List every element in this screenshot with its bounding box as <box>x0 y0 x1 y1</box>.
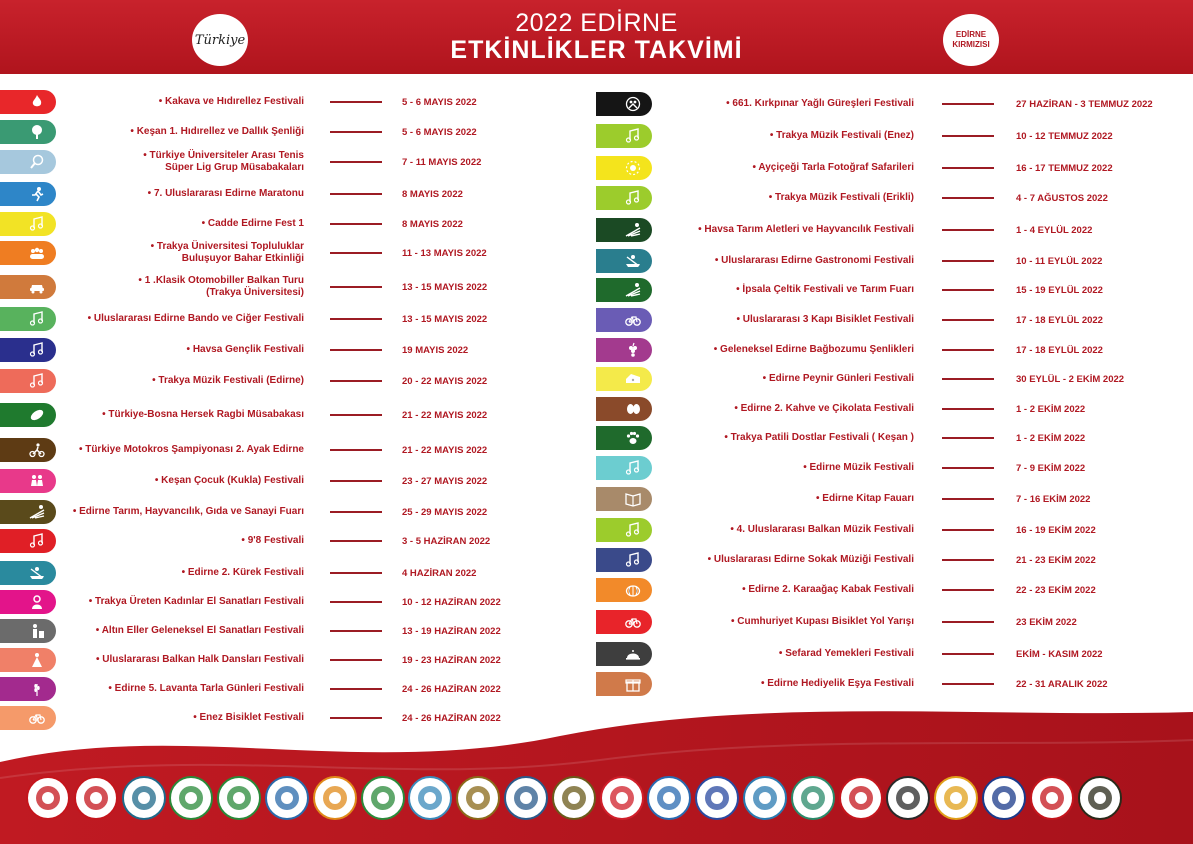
event-date: 5 - 6 MAYIS 2022 <box>402 96 477 108</box>
event-date: 1 - 4 EYLÜL 2022 <box>1016 224 1093 236</box>
sponsor-logo-7 <box>313 776 357 820</box>
event-date: 15 - 19 EYLÜL 2022 <box>1016 284 1103 296</box>
sponsor-logo-17 <box>791 776 835 820</box>
edirne-logo-text: EDİRNE KIRMIZISI <box>952 30 990 49</box>
event-name: • Ayçiçeği Tarla Fotoğraf Safarileri <box>752 162 914 173</box>
right-event-row <box>0 92 1193 116</box>
event-name: • 1 .Klasik Otomobiller Balkan Turu (Trakya Üniversitesi) <box>138 275 304 298</box>
event-name: • Edirne Müzik Festivali <box>803 462 914 473</box>
connector-line <box>942 529 994 531</box>
event-name: • Kakava ve Hıdırellez Festivali <box>158 96 304 107</box>
right-event-row <box>0 518 1193 542</box>
event-date: 11 - 13 MAYIS 2022 <box>402 247 487 259</box>
event-name: • 7. Uluslararası Edirne Maratonu <box>147 188 304 199</box>
connector-line <box>942 197 994 199</box>
connector-line <box>942 289 994 291</box>
event-date: 1 - 2 EKİM 2022 <box>1016 403 1086 415</box>
event-name: • Uluslararası Edirne Sokak Müziği Festivali <box>707 554 914 565</box>
connector-line <box>942 229 994 231</box>
event-name: • Cumhuriyet Kupası Bisiklet Yol Yarışı <box>730 616 914 627</box>
event-date: 4 HAZİRAN 2022 <box>402 567 477 579</box>
sponsor-logo-23 <box>1078 776 1122 820</box>
event-date: 22 - 23 EKİM 2022 <box>1016 584 1096 596</box>
connector-line <box>942 589 994 591</box>
event-name: • Altın Eller Geleneksel El Sanatları Festivali <box>95 625 304 636</box>
event-name: • Uluslararası Balkan Halk Dansları Festivali <box>95 654 304 665</box>
sponsor-logo-21 <box>982 776 1026 820</box>
event-date: 19 - 23 HAZİRAN 2022 <box>402 654 501 666</box>
sponsor-logo-3 <box>122 776 166 820</box>
event-date: 20 - 22 MAYIS 2022 <box>402 375 488 387</box>
event-name: • Trakya Patili Dostlar Festivali ( Keşan ) <box>724 432 914 443</box>
event-name: • Havsa Gençlik Festivali <box>186 344 304 355</box>
bicycle-icon <box>596 308 652 332</box>
event-date: 13 - 19 HAZİRAN 2022 <box>402 625 501 637</box>
sponsor-logo-10 <box>456 776 500 820</box>
connector-line <box>942 349 994 351</box>
event-date: 23 EKİM 2022 <box>1016 616 1077 628</box>
sponsor-logo-1 <box>26 776 70 820</box>
right-event-row <box>0 548 1193 572</box>
event-date: 17 - 18 EYLÜL 2022 <box>1016 314 1103 326</box>
event-date: 16 - 19 EKİM 2022 <box>1016 524 1096 536</box>
event-name: • 4. Uluslararası Balkan Müzik Festivali <box>730 524 914 535</box>
event-name: • Enez Bisiklet Festivali <box>193 712 304 723</box>
connector-line <box>330 572 382 574</box>
event-name: • Geleneksel Edirne Bağbozumu Şenlikleri <box>713 344 914 355</box>
right-event-row <box>0 672 1193 696</box>
event-name: • Edirne 2. Kürek Festivali <box>181 567 304 578</box>
paw-icon <box>596 426 652 450</box>
event-date: 7 - 16 EKİM 2022 <box>1016 493 1091 505</box>
gift-icon <box>596 672 652 696</box>
right-event-row <box>0 642 1193 666</box>
right-event-row <box>0 124 1193 148</box>
sponsor-logo-19 <box>886 776 930 820</box>
sponsor-logos <box>26 776 1176 828</box>
right-event-row <box>0 456 1193 480</box>
field-icon <box>596 218 652 242</box>
sponsor-logo-11 <box>504 776 548 820</box>
title-year: 2022 EDİRNE <box>515 9 678 37</box>
event-name: • Trakya Müzik Festivali (Edirne) <box>152 375 304 386</box>
connector-line <box>942 498 994 500</box>
event-date: 10 - 11 EYLÜL 2022 <box>1016 255 1103 267</box>
event-name: • Uluslararası Edirne Gastronomi Festivali <box>714 255 914 266</box>
sponsor-logo-20 <box>934 776 978 820</box>
sponsor-logo-18 <box>839 776 883 820</box>
connector-line <box>942 378 994 380</box>
event-date: 19 MAYIS 2022 <box>402 344 469 356</box>
right-event-row <box>0 487 1193 511</box>
sponsor-logo-16 <box>743 776 787 820</box>
header-banner <box>0 0 1193 74</box>
sponsor-logo-15 <box>695 776 739 820</box>
event-name: • Edirne Hediyelik Eşya Festivali <box>760 678 914 689</box>
connector-line <box>942 621 994 623</box>
event-date: 17 - 18 EYLÜL 2022 <box>1016 344 1103 356</box>
sponsor-logo-5 <box>217 776 261 820</box>
rowing-icon <box>596 249 652 273</box>
event-date: 3 - 5 HAZİRAN 2022 <box>402 535 491 547</box>
connector-line <box>942 260 994 262</box>
sponsor-logo-9 <box>408 776 452 820</box>
grapes-icon <box>596 338 652 362</box>
event-name: • Edirne 5. Lavanta Tarla Günleri Festivali <box>108 683 304 694</box>
connector-line <box>942 135 994 137</box>
connector-line <box>942 653 994 655</box>
event-date: 1 - 2 EKİM 2022 <box>1016 432 1086 444</box>
sponsor-logo-6 <box>265 776 309 820</box>
field-icon <box>596 278 652 302</box>
event-date: 13 - 15 MAYIS 2022 <box>402 281 488 293</box>
event-name: • Edirne Tarım, Hayvancılık, Gıda ve Sanayi Fuarı <box>72 506 304 517</box>
sponsor-logo-4 <box>169 776 213 820</box>
event-date: 4 - 7 AĞUSTOS 2022 <box>1016 192 1108 204</box>
event-name: • Keşan 1. Hıdırellez ve Dallık Şenliği <box>130 126 304 137</box>
right-event-row <box>0 186 1193 210</box>
right-event-row <box>0 156 1193 180</box>
event-date: 10 - 12 HAZİRAN 2022 <box>402 596 501 608</box>
right-event-row <box>0 218 1193 242</box>
event-date: 25 - 29 MAYIS 2022 <box>402 506 488 518</box>
event-name: • Trakya Üniversitesi Topluluklar Buluşuyor Bahar Etkinliği <box>150 241 304 264</box>
event-name: • Trakya Müzik Festivali (Enez) <box>769 130 914 141</box>
cheese-icon <box>596 367 652 391</box>
right-event-row <box>0 278 1193 302</box>
event-name: • İpsala Çeltik Festivali ve Tarım Fuarı <box>736 284 914 295</box>
wrestling-icon <box>596 92 652 116</box>
event-date: 16 - 17 TEMMUZ 2022 <box>1016 162 1113 174</box>
event-name: • Uluslararası Edirne Bando ve Ciğer Festivali <box>87 313 304 324</box>
event-date: 21 - 22 MAYIS 2022 <box>402 409 488 421</box>
event-name: • Trakya Müzik Festivali (Erikli) <box>768 192 914 203</box>
event-date: 24 - 26 HAZİRAN 2022 <box>402 683 501 695</box>
right-event-row <box>0 426 1193 450</box>
right-event-row <box>0 338 1193 362</box>
event-date: 21 - 23 EKİM 2022 <box>1016 554 1096 566</box>
sponsor-logo-8 <box>361 776 405 820</box>
sponsor-logo-13 <box>600 776 644 820</box>
right-event-row <box>0 367 1193 391</box>
connector-line <box>942 167 994 169</box>
sunflower-icon <box>596 156 652 180</box>
sponsor-logo-12 <box>552 776 596 820</box>
event-date: 7 - 9 EKİM 2022 <box>1016 462 1086 474</box>
connector-line <box>942 683 994 685</box>
right-event-row <box>0 610 1193 634</box>
connector-line <box>330 511 382 513</box>
event-date: 21 - 22 MAYIS 2022 <box>402 444 488 456</box>
sponsor-logo-14 <box>647 776 691 820</box>
connector-line <box>330 480 382 482</box>
event-name: • Türkiye Üniversiteler Arası Tenis Süper Lig Grup Müsabakaları <box>143 150 304 173</box>
bicycle-icon <box>596 610 652 634</box>
connector-line <box>942 467 994 469</box>
music-icon <box>596 456 652 480</box>
turkiye-logo <box>192 14 248 66</box>
edirne-kirmizisi-logo <box>943 14 999 66</box>
event-date: 10 - 12 TEMMUZ 2022 <box>1016 130 1113 142</box>
event-date: 23 - 27 MAYIS 2022 <box>402 475 488 487</box>
event-name: • Edirne 2. Karaağaç Kabak Festivali <box>742 584 914 595</box>
title-main: ETKİNLİKLER TAKVİMİ <box>450 36 743 64</box>
music-icon <box>596 548 652 572</box>
event-name: • Trakya Üreten Kadınlar El Sanatları Festivali <box>88 596 304 607</box>
event-name: • Türkiye Motokros Şampiyonası 2. Ayak Edirne <box>78 444 304 455</box>
event-date: 7 - 11 MAYIS 2022 <box>402 156 482 168</box>
dish-icon <box>596 642 652 666</box>
coffee-icon <box>596 397 652 421</box>
event-date: EKİM - KASIM 2022 <box>1016 648 1103 660</box>
music-icon <box>596 518 652 542</box>
connector-line <box>942 559 994 561</box>
sponsor-logo-22 <box>1030 776 1074 820</box>
connector-line <box>942 437 994 439</box>
event-name: • Edirne Kitap Fauarı <box>816 493 914 504</box>
event-name: • 9'8 Festivali <box>241 535 304 546</box>
right-event-row <box>0 249 1193 273</box>
event-name: • Keşan Çocuk (Kukla) Festivali <box>154 475 304 486</box>
connector-line <box>942 319 994 321</box>
music-icon <box>596 124 652 148</box>
music-icon <box>596 186 652 210</box>
event-date: 13 - 15 MAYIS 2022 <box>402 313 488 325</box>
connector-line <box>942 408 994 410</box>
event-date: 5 - 6 MAYIS 2022 <box>402 126 477 138</box>
event-name: • Havsa Tarım Aletleri ve Hayvancılık Festivali <box>698 224 914 235</box>
connector-line <box>942 103 994 105</box>
event-date: 27 HAZİRAN - 3 TEMMUZ 2022 <box>1016 98 1153 110</box>
pumpkin-icon <box>596 578 652 602</box>
event-date: 24 - 26 HAZİRAN 2022 <box>402 712 501 724</box>
event-name: • Edirne 2. Kahve ve Çikolata Festivali <box>734 403 914 414</box>
right-event-row <box>0 578 1193 602</box>
event-name: • Sefarad Yemekleri Festivali <box>778 648 914 659</box>
sponsor-logo-2 <box>74 776 118 820</box>
right-event-row <box>0 308 1193 332</box>
event-date: 8 MAYIS 2022 <box>402 218 463 230</box>
book-icon <box>596 487 652 511</box>
event-date: 8 MAYIS 2022 <box>402 188 463 200</box>
turkiye-logo-text: Türkiye <box>194 32 246 48</box>
event-name: • 661. Kırkpınar Yağlı Güreşleri Festivali <box>726 98 914 109</box>
right-event-row <box>0 397 1193 421</box>
event-name: • Cadde Edirne Fest 1 <box>201 218 304 229</box>
event-name: • Türkiye-Bosna Hersek Ragbi Müsabakası <box>102 409 304 420</box>
event-date: 22 - 31 ARALIK 2022 <box>1016 678 1108 690</box>
event-name: • Edirne Peynir Günleri Festivali <box>762 373 914 384</box>
event-name: • Uluslararası 3 Kapı Bisiklet Festivali <box>736 314 914 325</box>
event-date: 30 EYLÜL - 2 EKİM 2022 <box>1016 373 1125 385</box>
